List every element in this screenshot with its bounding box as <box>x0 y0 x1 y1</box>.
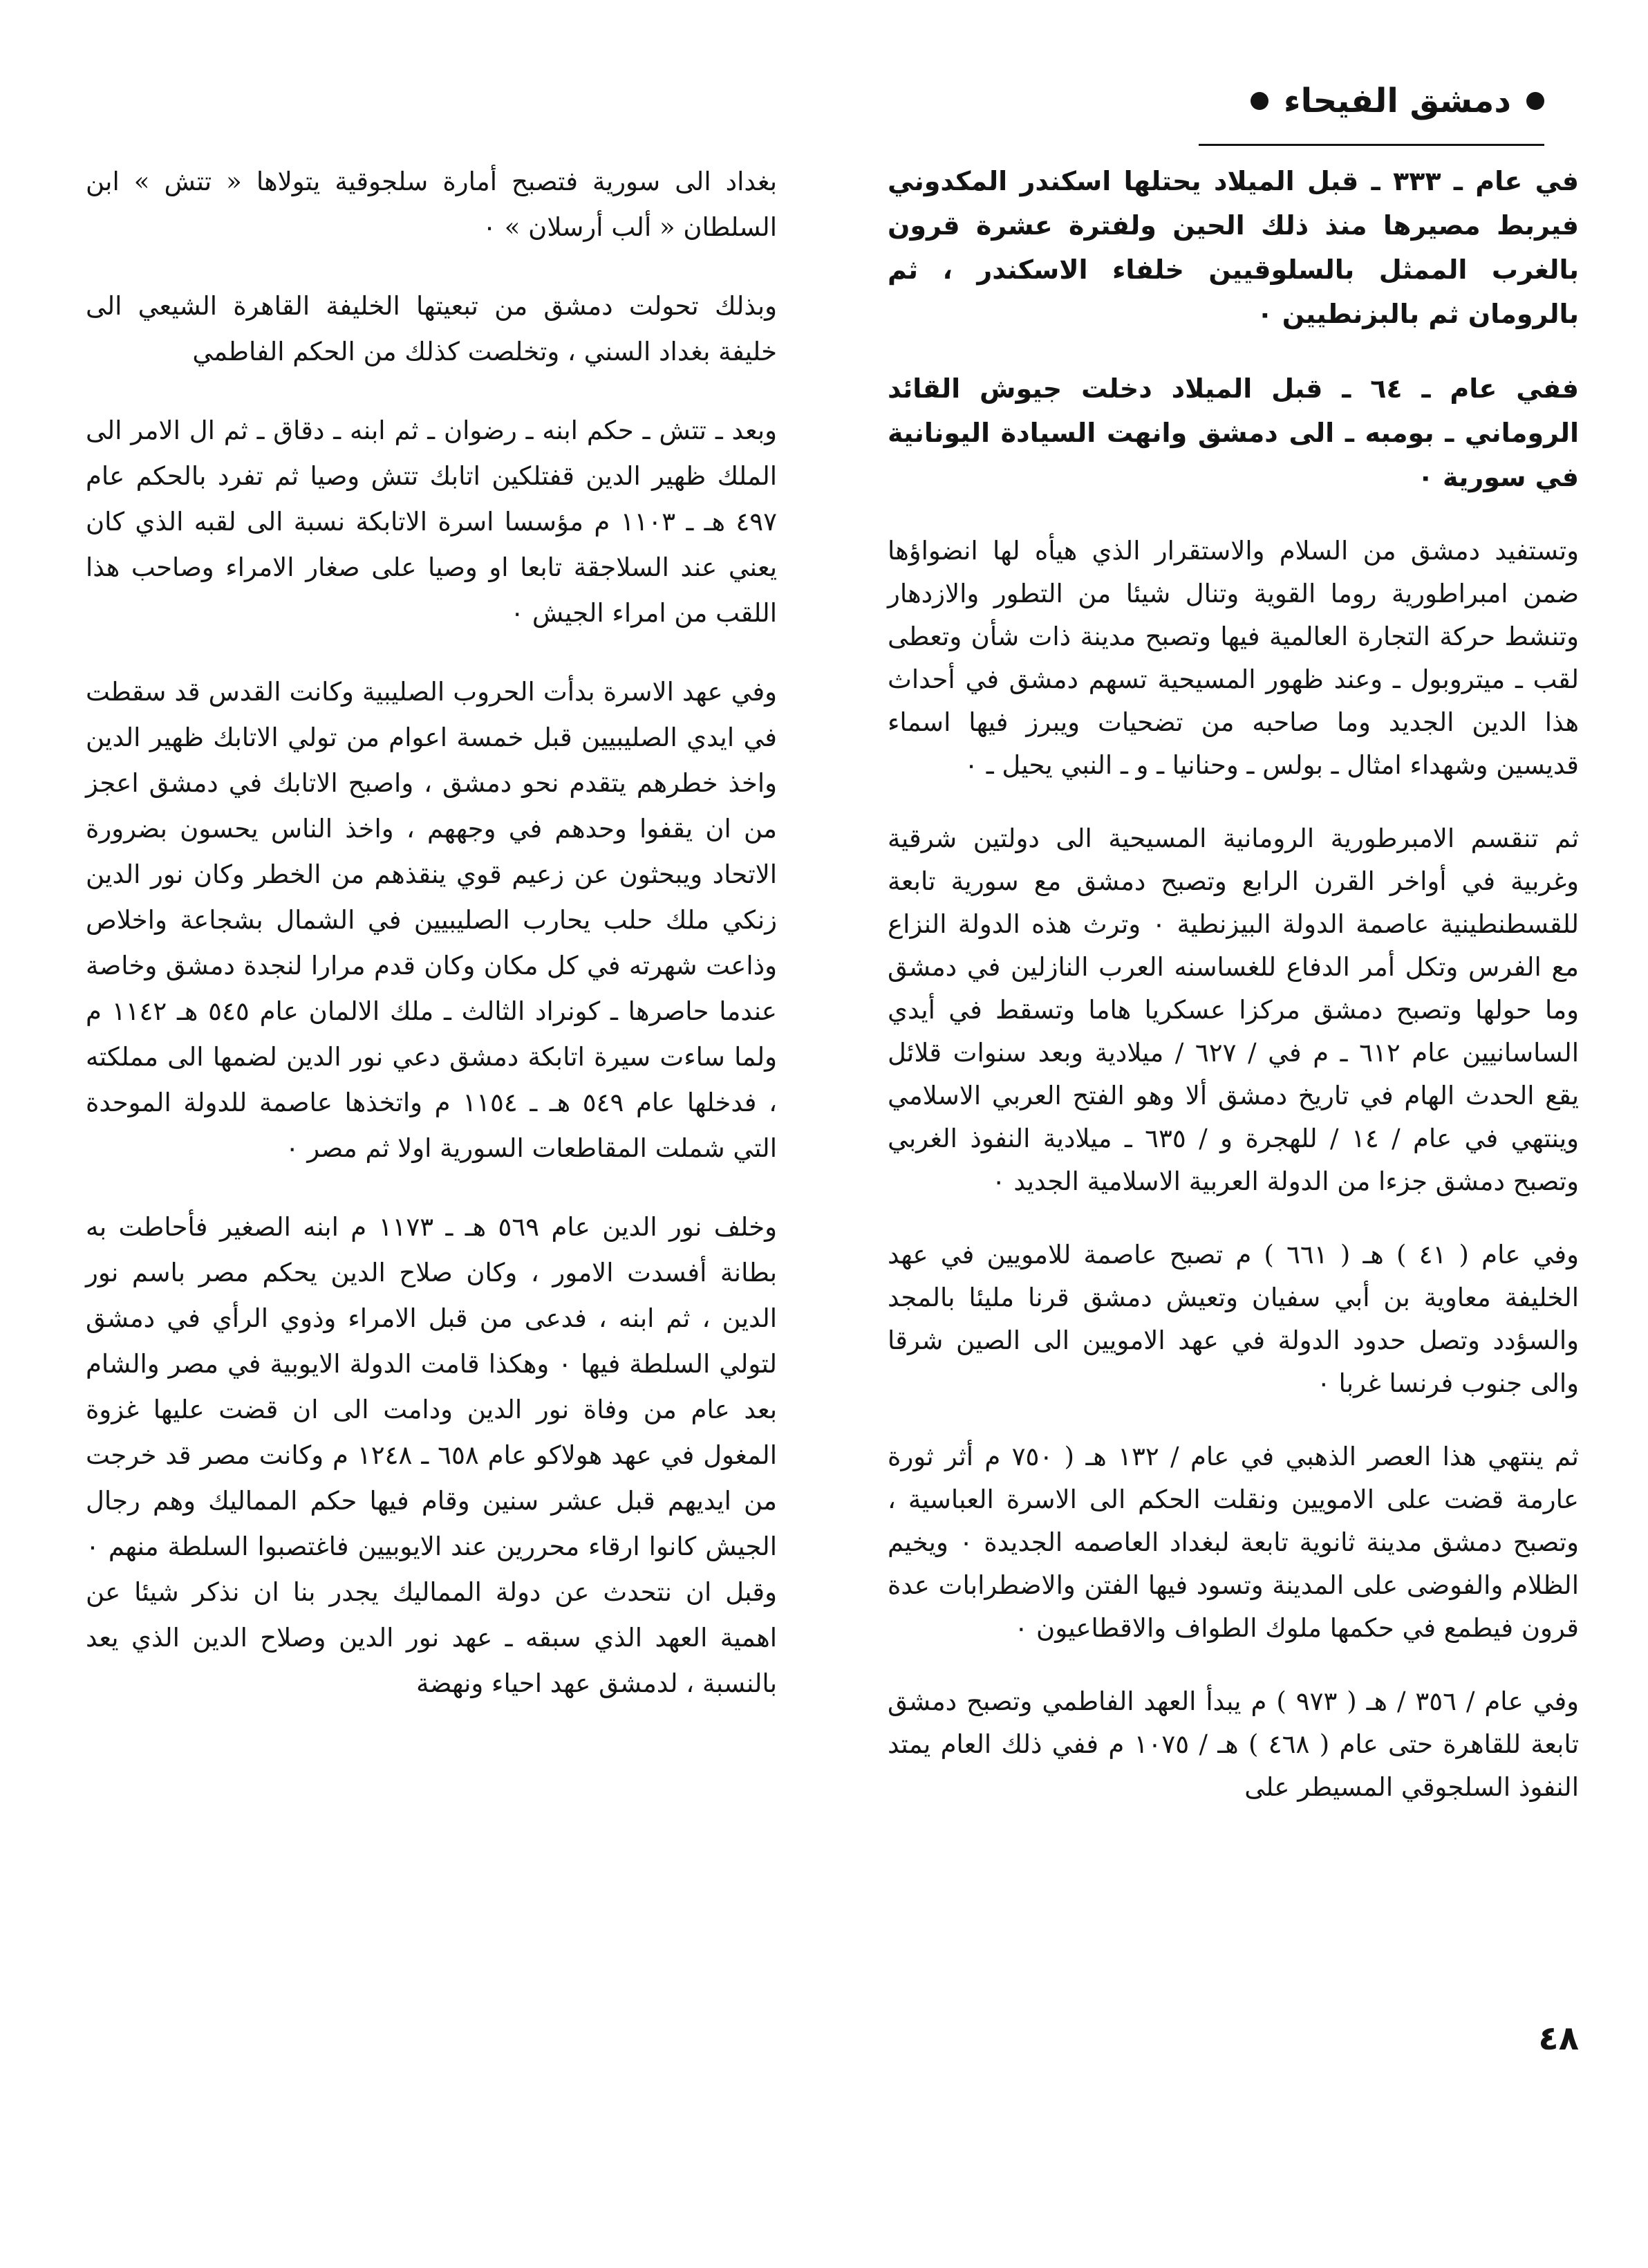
bullet-icon <box>1526 92 1544 110</box>
left-column <box>86 159 777 1740</box>
paragraph: ثم ينتهي هذا العصر الذهبي في عام / ١٣٢ هـ ( ٧٥٠ م أثر ثورة عارمة قضت على الامويين ونقلت الحكم الى الاسرة العباسية ، وتصبح دمشق مدينة ثانوية تابعة لبغداد العاصمه الجديدة ٠ ويخيم الظلام والفوضى على المدينة وتسود فيها الفتن والاضطرابات عدة قرون فيطمع في حكمها ملوك الطواف والاقطاعيون ٠ <box>888 1442 1579 1643</box>
paragraph: ففي عام ـ ٦٤ ـ قبل الميلاد دخلت جيوش القائد الروماني ـ بومبه ـ الى دمشق وانهت السيادة اليونانية في سورية ٠ <box>888 373 1579 492</box>
paragraph: بغداد الى سورية فتصبح أمارة سلجوقية يتولاها « تتش » ابن السلطان « ألب أرسلان » ٠ <box>86 167 777 242</box>
paragraph: وبذلك تحولت دمشق من تبعيتها الخليفة القاهرة الشيعي الى خليفة بغداد السني ، وتخلصت كذلك من الحكم الفاطمي <box>86 291 777 366</box>
paragraph: وتستفيد دمشق من السلام والاستقرار الذي هيأه لها انضواؤها ضمن امبراطورية روما القوية وتنال شيئا من التطور والازدهار وتنشط حركة التجارة العالمية فيها وتصبح مدينة ذات شأن وتعطى لقب ـ ميتروبول ـ وعند ظهور المسيحية تسهم دمشق في أحداث هذا الدين الجديد وما صاحبه من تضحيات ويبرز فيها اسماء قديسين وشهداء امثال ـ بولس ـ وحنانيا ـ و ـ النبي يحيل ـ ٠ <box>888 536 1579 780</box>
paragraph: وفي عام / ٣٥٦ / هـ ( ٩٧٣ ) م يبدأ العهد الفاطمي وتصبح دمشق تابعة للقاهرة حتى عام ( ٤٦٨ ) هـ / ١٠٧٥ م ففي ذلك العام يمتد النفوذ السلجوقي المسيطر على <box>888 1686 1579 1802</box>
paragraph: ثم تنقسم الامبرطورية الرومانية المسيحية الى دولتين شرقية وغربية في أواخر القرن الرابع وتصبح دمشق مع سورية تابعة للقسطنطينية عاصمة الدولة البيزنطية ٠ وترث هذه الدولة النزاع مع الفرس وتكل أمر الدفاع للغساسنه العرب النازلين في دمشق وما حولها وتصبح دمشق مركزا عسكريا هاما وتسقط في أيدي الساسانيين عام ٦١٢ ـ م في / ٦٢٧ / ميلادية وبعد سنوات قلائل يقع الحدث الهام في تاريخ دمشق ألا وهو الفتح العربي الاسلامي وينتهي في عام / ١٤ / للهجرة و / ٦٣٥ ـ ميلادية النفوذ الغربي وتصبح دمشق جزءا من الدولة العربية الاسلامية الجديد ٠ <box>888 824 1580 1196</box>
right-column <box>888 159 1579 1839</box>
header-rule <box>1199 144 1544 146</box>
header-title: دمشق الفيحاء <box>1284 82 1511 120</box>
paragraph: وفي عهد الاسرة بدأت الحروب الصليبية وكانت القدس قد سقطت في ايدي الصليبيين قبل خمسة اعوام من تولي الاتابك ظهير الدين واخذ خطرهم يتقدم نحو دمشق ، واصبح الاتابك في دمشق اعجز من ان يقفوا وحدهم في وجههم ، واخذ الناس يحسون بضرورة الاتحاد ويبحثون عن زعيم قوي ينقذهم من الخطر وكان نور الدين زنكي ملك حلب يحارب الصليبيين في الشمال بشجاعة واخلاص وذاعت شهرته في كل مكان وكان قدم مرارا لنجدة دمشق وخاصة عندما حاصرها ـ كونراد الثالث ـ ملك الالمان عام ٥٤٥ هـ ١١٤٢ م ولما ساءت سيرة اتابكة دمشق دعي نور الدين لضمها الى مملكته ، فدخلها عام ٥٤٩ هـ ـ ١١٥٤ م واتخذها عاصمة للدولة الموحدة التي شملت المقاطعات السورية اولا ثم مصر ٠ <box>86 677 778 1163</box>
paragraph: وفي عام ( ٤١ ) هـ ( ٦٦١ ) م تصبح عاصمة للامويين في عهد الخليفة معاوية بن أبي سفيان وتعيش دمشق قرنا مليئا بالمجد والسؤدد وتصل حدود الدولة في عهد الامويين الى الصين شرقا والى جنوب فرنسا غربا ٠ <box>888 1240 1579 1398</box>
paragraph: في عام ـ ٣٣٣ ـ قبل الميلاد يحتلها اسكندر المكدوني فيربط مصيرها منذ ذلك الحين ولفترة عشرة قرون بالغرب الممثل بالسلوقيين خلفاء الاسكندر ، ثم بالرومان ثم بالبزنطيين ٠ <box>888 166 1579 329</box>
running-header <box>1251 82 1544 120</box>
paragraph: وبعد ـ تتش ـ حكم ابنه ـ رضوان ـ ثم ابنه ـ دقاق ـ ثم ال الامر الى الملك ظهير الدين قفتلكين اتابك تتش وصيا ثم تفرد بالحكم عام ٤٩٧ هـ ـ ١١٠٣ م مؤسسا اسرة الاتابكة نسبة الى لقبه الذي كان يعني عند السلاجقة تابعا او وصيا على صغار الامراء وصاحب هذا اللقب من امراء الجيش ٠ <box>86 416 777 628</box>
bullet-icon <box>1251 92 1268 110</box>
paragraph: وخلف نور الدين عام ٥٦٩ هـ ـ ١١٧٣ م ابنه الصغير فأحاطت به بطانة أفسدت الامور ، وكان صلاح الدين يحكم مصر باسم نور الدين ، ثم ابنه ، فدعى من قبل الامراء وذوي الرأي في دمشق لتولي السلطة فيها ٠ وهكذا قامت الدولة الايوبية في مصر والشام بعد عام من وفاة نور الدين ودامت الى ان قضت عليها غزوة المغول في عهد هولاكو عام ٦٥٨ ـ ١٢٤٨ م وكانت مصر قد خرجت من ايديهم قبل عشر سنين وقام فيها حكم المماليك وهم رجال الجيش كانوا ارقاء محررين عند الايوبيين فاغتصبوا السلطة منهم ٠ وقبل ان نتحدث عن دولة المماليك يجدر بنا ان نذكر شيئا عن اهمية العهد الذي سبقه ـ عهد نور الدين وصلاح الدين الذي يعد بالنسبة ، لدمشق عهد احياء ونهضة <box>86 1212 777 1698</box>
page-number: ٤٨ <box>1538 2019 1579 2058</box>
